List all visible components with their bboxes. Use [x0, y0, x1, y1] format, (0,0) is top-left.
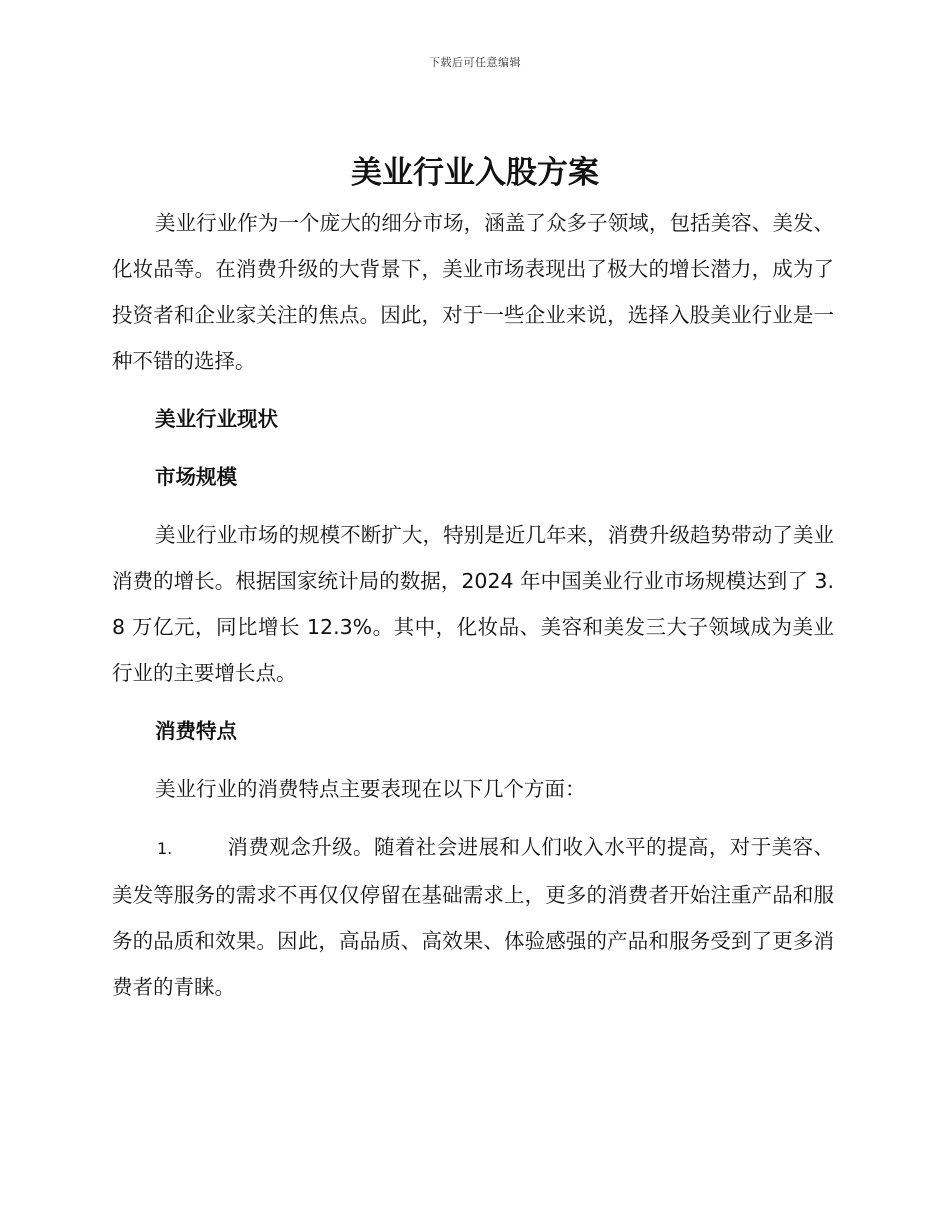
document-body: [112, 200, 834, 1010]
list-item: [112, 824, 834, 1010]
list-item-text: 消费观念升级。随着社会进展和人们收入水平的提高，对于美容、美发等服务的需求不再仅仅停留在基础需求上，更多的消费者开始注重产品和服务的品质和效果。因此，高品质、高效果、体验感强的产品和服务受到了更多消费者的青睐。: [112, 835, 834, 999]
document-title: 美业行业入股方案: [351, 155, 599, 191]
intro-paragraph: 美业行业作为一个庞大的细分市场，涵盖了众多子领域，包括美容、美发、化妆品等。在消费升级的大背景下，美业市场表现出了极大的增长潜力，成为了投资者和企业家关注的焦点。因此，对于一些企业来说，选择入股美业行业是一种不错的选择。: [112, 211, 834, 373]
consumption-intro-paragraph: 美业行业的消费特点主要表现在以下几个方面：: [155, 777, 586, 801]
page-header-note: 下载后可任意编辑: [429, 56, 521, 69]
section-heading-industry-status: 美业行业现状: [155, 407, 278, 431]
subsection-heading-market-size: 市场规模: [155, 465, 237, 489]
subsection-heading-consumption-features: 消费特点: [155, 719, 237, 743]
market-size-paragraph: 美业行业市场的规模不断扩大，特别是近几年来，消费升级趋势带动了美业消费的增长。根据国家统计局的数据，2024 年中国美业行业市场规模达到了 3.8 万亿元，同比增长 12.3%。其中，化妆品、美容和美发三大子领域成为美业行业的主要增长点。: [112, 523, 834, 685]
list-item-number: 1.: [157, 839, 173, 858]
